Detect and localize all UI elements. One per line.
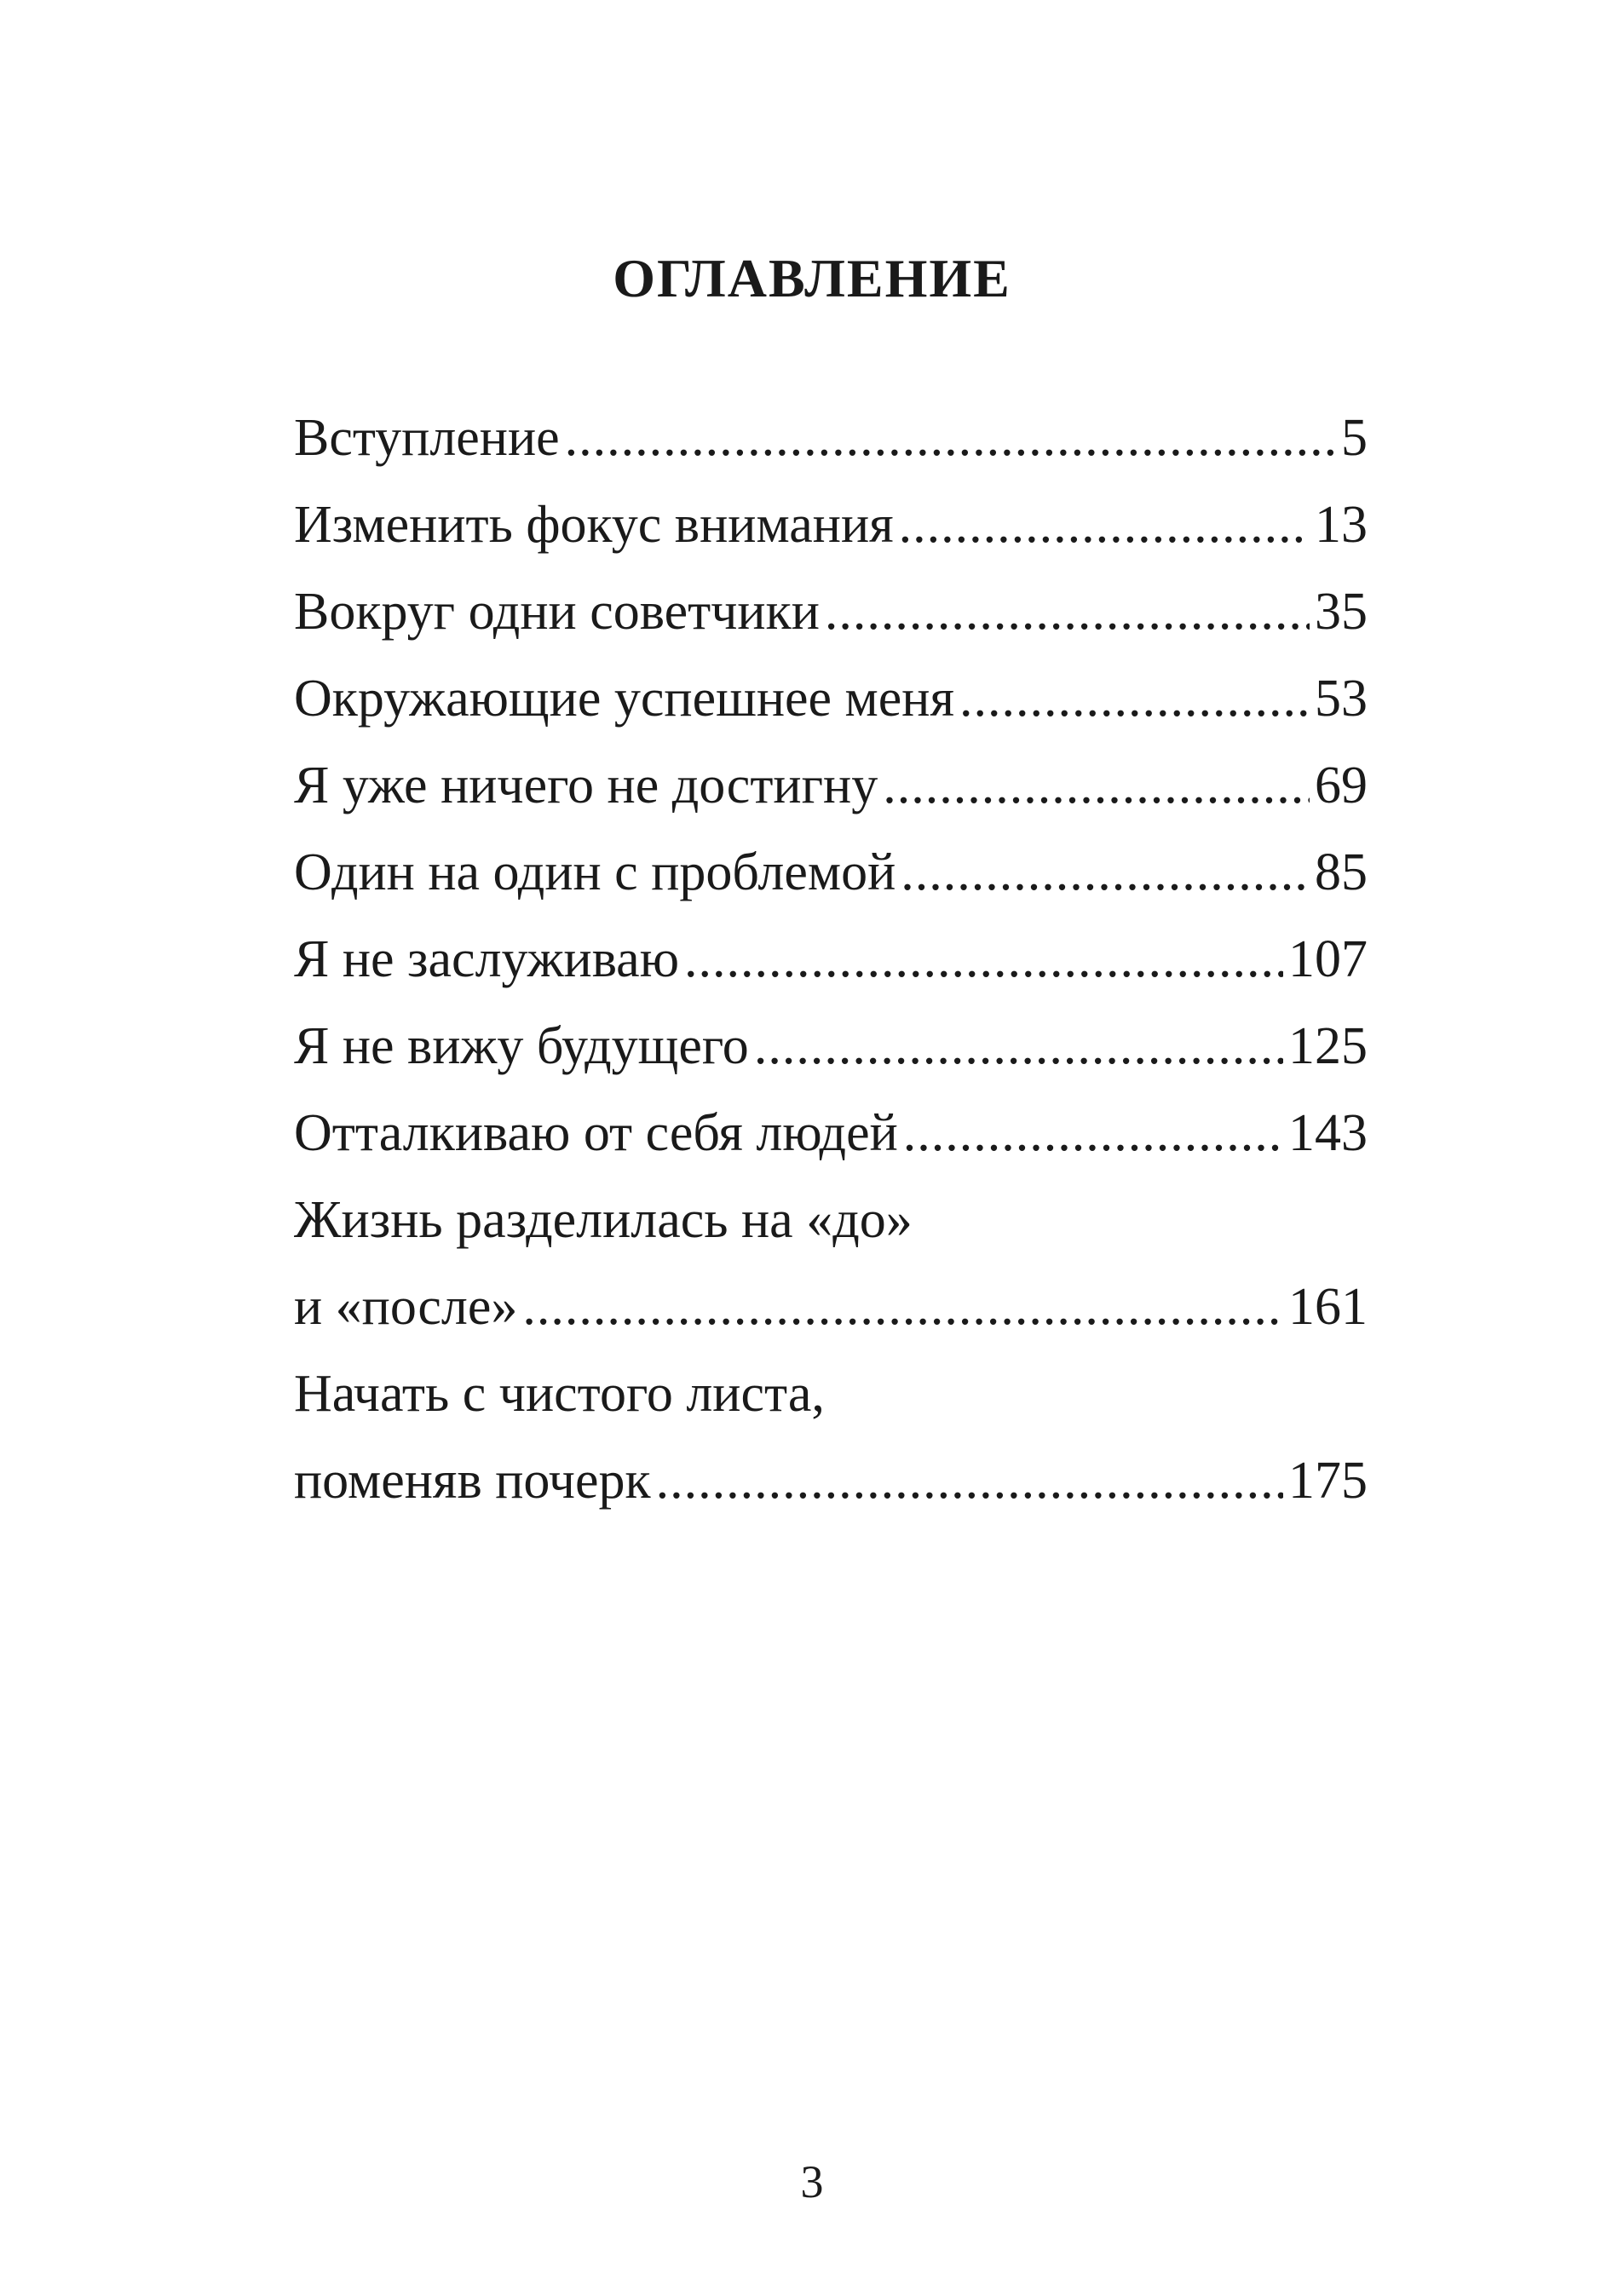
- toc-entry-page: 53: [1315, 670, 1368, 728]
- toc-entry-page: 13: [1315, 496, 1368, 554]
- toc-entry-page: 161: [1288, 1278, 1368, 1336]
- toc-entry-title: Я уже ничего не достигну: [294, 757, 878, 814]
- toc-entry-title: Один на один с проблемой: [294, 843, 896, 901]
- toc-entry-title-line2: поменяв почерк: [294, 1452, 651, 1510]
- toc-leader-dots: [899, 481, 1310, 568]
- toc-entry-page: 175: [1288, 1452, 1368, 1510]
- toc-leader-dots: [754, 1003, 1283, 1090]
- toc-entry: [294, 1090, 1368, 1177]
- toc-entry-title: Отталкиваю от себя людей: [294, 1104, 898, 1162]
- toc-entry-title: Я не вижу будущего: [294, 1017, 749, 1075]
- toc-leader-dots: [825, 568, 1310, 655]
- table-of-contents: [294, 394, 1368, 1524]
- toc-entry: [294, 742, 1368, 829]
- toc-entry-page: 85: [1315, 843, 1368, 901]
- toc-entry: [294, 916, 1368, 1003]
- toc-entry-page: 143: [1288, 1104, 1368, 1162]
- toc-entry-title: Я не заслуживаю: [294, 930, 680, 988]
- toc-entry: [294, 481, 1368, 568]
- toc-entry: [294, 1350, 1368, 1524]
- toc-entry-title: Окружающие успешнее меня: [294, 670, 954, 728]
- toc-entry-title: Изменить фокус внимания: [294, 496, 894, 554]
- toc-entry: [294, 829, 1368, 916]
- toc-entry: [294, 1003, 1368, 1090]
- toc-entry-title-line1: Жизнь разделилась на «до»: [294, 1191, 913, 1249]
- toc-entry: [294, 568, 1368, 655]
- toc-entry-title: Вступление: [294, 409, 560, 467]
- toc-leader-dots: [901, 829, 1310, 916]
- page-title: ОГЛАВЛЕНИЕ: [613, 248, 1011, 308]
- toc-leader-dots: [684, 916, 1283, 1003]
- toc-entry-title-line1: Начать с чистого листа,: [294, 1365, 825, 1423]
- toc-entry-page: 35: [1315, 583, 1368, 641]
- toc-leader-dots: [522, 1263, 1283, 1350]
- toc-entry-page: 107: [1288, 930, 1368, 988]
- page-number: 3: [800, 2156, 824, 2207]
- toc-leader-dots: [903, 1090, 1283, 1177]
- toc-entry: [294, 394, 1368, 481]
- toc-leader-dots: [565, 394, 1336, 481]
- toc-entry: [294, 655, 1368, 742]
- toc-entry-title-line2: и «после»: [294, 1278, 518, 1336]
- toc-entry-page: 5: [1341, 409, 1368, 467]
- toc-entry-page: 125: [1288, 1017, 1368, 1075]
- toc-entry-page: 69: [1315, 757, 1368, 814]
- toc-leader-dots: [959, 655, 1310, 742]
- toc-entry-title: Вокруг одни советчики: [294, 583, 820, 641]
- toc-entry: [294, 1177, 1368, 1350]
- toc-leader-dots: [656, 1437, 1283, 1524]
- toc-leader-dots: [883, 742, 1310, 829]
